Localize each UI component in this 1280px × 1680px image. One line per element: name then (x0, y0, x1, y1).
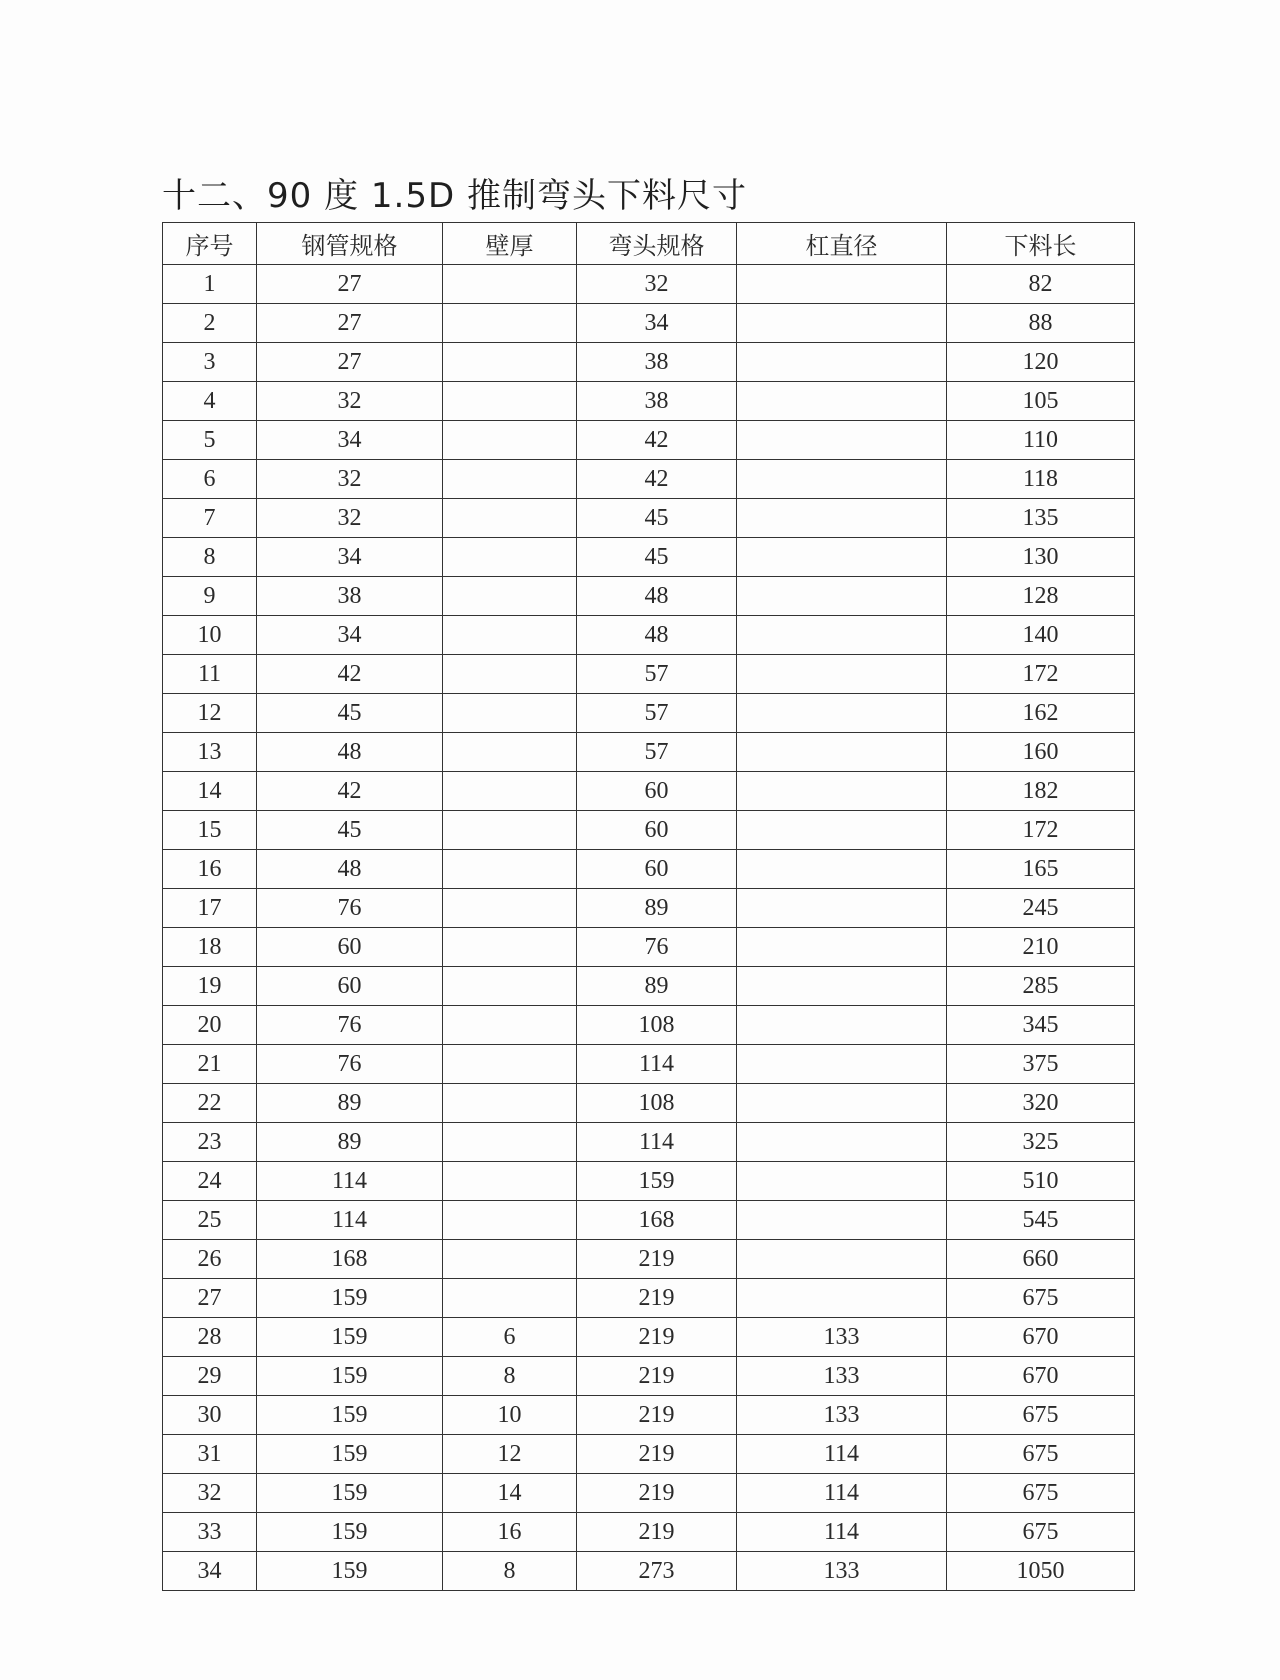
cell-elbow-spec: 114 (577, 1045, 737, 1084)
cell-rod-diameter (737, 265, 947, 304)
cell-cut-length: 285 (947, 967, 1135, 1006)
cell-cut-length: 135 (947, 499, 1135, 538)
table-row (163, 889, 1135, 928)
table-row (163, 1240, 1135, 1279)
cell-pipe-spec: 34 (257, 616, 443, 655)
cell-rod-diameter (737, 694, 947, 733)
cell-index: 31 (163, 1435, 257, 1474)
cell-index: 16 (163, 850, 257, 889)
cell-wall-thickness (443, 889, 577, 928)
cell-pipe-spec: 27 (257, 304, 443, 343)
cell-pipe-spec: 159 (257, 1552, 443, 1591)
cell-index: 21 (163, 1045, 257, 1084)
table-row (163, 265, 1135, 304)
header-elbow-spec: 弯头规格 (577, 223, 737, 265)
cell-cut-length: 670 (947, 1357, 1135, 1396)
table-row (163, 1435, 1135, 1474)
cell-rod-diameter (737, 499, 947, 538)
cell-elbow-spec: 34 (577, 304, 737, 343)
cell-index: 29 (163, 1357, 257, 1396)
cell-wall-thickness (443, 343, 577, 382)
cell-wall-thickness: 8 (443, 1357, 577, 1396)
cell-cut-length: 675 (947, 1279, 1135, 1318)
cell-elbow-spec: 45 (577, 538, 737, 577)
cell-wall-thickness (443, 499, 577, 538)
table-row (163, 1279, 1135, 1318)
cell-wall-thickness (443, 538, 577, 577)
table-row (163, 1357, 1135, 1396)
cell-rod-diameter (737, 772, 947, 811)
cell-cut-length: 375 (947, 1045, 1135, 1084)
cell-rod-diameter: 114 (737, 1474, 947, 1513)
table-row (163, 967, 1135, 1006)
cell-rod-diameter (737, 1045, 947, 1084)
cell-pipe-spec: 159 (257, 1357, 443, 1396)
header-wall-thickness: 壁厚 (443, 223, 577, 265)
cell-elbow-spec: 219 (577, 1318, 737, 1357)
cell-pipe-spec: 159 (257, 1474, 443, 1513)
cell-cut-length: 245 (947, 889, 1135, 928)
cell-cut-length: 545 (947, 1201, 1135, 1240)
cell-index: 8 (163, 538, 257, 577)
cell-wall-thickness (443, 928, 577, 967)
cell-index: 19 (163, 967, 257, 1006)
cell-pipe-spec: 159 (257, 1396, 443, 1435)
page-title: 十二、90 度 1.5D 推制弯头下料尺寸 (162, 176, 747, 216)
cell-rod-diameter (737, 1279, 947, 1318)
cell-elbow-spec: 219 (577, 1396, 737, 1435)
table-row (163, 304, 1135, 343)
cell-cut-length: 130 (947, 538, 1135, 577)
cell-pipe-spec: 32 (257, 460, 443, 499)
cell-index: 18 (163, 928, 257, 967)
table-row (163, 928, 1135, 967)
cell-elbow-spec: 60 (577, 811, 737, 850)
table-row (163, 1318, 1135, 1357)
cell-wall-thickness (443, 850, 577, 889)
cell-cut-length: 675 (947, 1435, 1135, 1474)
table-row (163, 1162, 1135, 1201)
cell-pipe-spec: 45 (257, 811, 443, 850)
cell-pipe-spec: 89 (257, 1084, 443, 1123)
cell-wall-thickness (443, 772, 577, 811)
cell-index: 23 (163, 1123, 257, 1162)
cell-index: 14 (163, 772, 257, 811)
cell-wall-thickness: 14 (443, 1474, 577, 1513)
cell-rod-diameter: 114 (737, 1435, 947, 1474)
table-header-row (163, 223, 1135, 265)
table-row (163, 1513, 1135, 1552)
cell-cut-length: 675 (947, 1396, 1135, 1435)
cell-cut-length: 165 (947, 850, 1135, 889)
cell-elbow-spec: 38 (577, 382, 737, 421)
cell-index: 22 (163, 1084, 257, 1123)
cell-wall-thickness (443, 304, 577, 343)
table-row (163, 811, 1135, 850)
cell-wall-thickness (443, 460, 577, 499)
cell-wall-thickness (443, 1162, 577, 1201)
cell-cut-length: 160 (947, 733, 1135, 772)
cell-elbow-spec: 219 (577, 1279, 737, 1318)
cell-cut-length: 140 (947, 616, 1135, 655)
cell-cut-length: 172 (947, 811, 1135, 850)
cell-index: 28 (163, 1318, 257, 1357)
cell-rod-diameter (737, 1006, 947, 1045)
cell-elbow-spec: 89 (577, 967, 737, 1006)
cutting-size-table (162, 222, 1135, 1591)
table-row (163, 1045, 1135, 1084)
table-row (163, 538, 1135, 577)
table-row (163, 499, 1135, 538)
cell-wall-thickness (443, 694, 577, 733)
cell-index: 6 (163, 460, 257, 499)
cell-wall-thickness (443, 811, 577, 850)
cell-cut-length: 118 (947, 460, 1135, 499)
cell-index: 1 (163, 265, 257, 304)
table-row (163, 772, 1135, 811)
table-row (163, 1396, 1135, 1435)
cell-wall-thickness (443, 655, 577, 694)
cell-pipe-spec: 159 (257, 1435, 443, 1474)
cell-elbow-spec: 48 (577, 577, 737, 616)
cell-elbow-spec: 32 (577, 265, 737, 304)
cell-elbow-spec: 48 (577, 616, 737, 655)
cell-wall-thickness (443, 1240, 577, 1279)
cell-rod-diameter (737, 811, 947, 850)
cell-elbow-spec: 159 (577, 1162, 737, 1201)
cell-rod-diameter (737, 967, 947, 1006)
cell-wall-thickness (443, 421, 577, 460)
cell-elbow-spec: 38 (577, 343, 737, 382)
cell-elbow-spec: 42 (577, 421, 737, 460)
cell-pipe-spec: 76 (257, 1045, 443, 1084)
cell-elbow-spec: 45 (577, 499, 737, 538)
cell-pipe-spec: 114 (257, 1162, 443, 1201)
cell-wall-thickness (443, 1006, 577, 1045)
table-row (163, 694, 1135, 733)
cell-index: 27 (163, 1279, 257, 1318)
cell-rod-diameter (737, 1084, 947, 1123)
table-row (163, 421, 1135, 460)
cell-pipe-spec: 27 (257, 343, 443, 382)
cell-pipe-spec: 42 (257, 655, 443, 694)
cell-index: 7 (163, 499, 257, 538)
cell-cut-length: 345 (947, 1006, 1135, 1045)
table-row (163, 382, 1135, 421)
cell-cut-length: 110 (947, 421, 1135, 460)
cell-index: 32 (163, 1474, 257, 1513)
cell-pipe-spec: 89 (257, 1123, 443, 1162)
cell-cut-length: 325 (947, 1123, 1135, 1162)
cell-wall-thickness (443, 1045, 577, 1084)
cell-rod-diameter (737, 1162, 947, 1201)
cell-cut-length: 675 (947, 1513, 1135, 1552)
cell-wall-thickness (443, 382, 577, 421)
cell-wall-thickness (443, 1123, 577, 1162)
table-row (163, 733, 1135, 772)
cell-rod-diameter (737, 343, 947, 382)
header-rod-diameter: 杠直径 (737, 223, 947, 265)
cell-rod-diameter (737, 538, 947, 577)
cell-cut-length: 210 (947, 928, 1135, 967)
cell-index: 25 (163, 1201, 257, 1240)
cell-cut-length: 88 (947, 304, 1135, 343)
cell-wall-thickness (443, 967, 577, 1006)
cell-elbow-spec: 60 (577, 850, 737, 889)
table-row (163, 460, 1135, 499)
cell-rod-diameter (737, 889, 947, 928)
cell-rod-diameter (737, 1240, 947, 1279)
cell-pipe-spec: 34 (257, 538, 443, 577)
header-cut-length: 下料长 (947, 223, 1135, 265)
cell-wall-thickness: 8 (443, 1552, 577, 1591)
cell-elbow-spec: 76 (577, 928, 737, 967)
cell-rod-diameter (737, 382, 947, 421)
cell-cut-length: 82 (947, 265, 1135, 304)
table-body (163, 265, 1135, 1591)
cell-pipe-spec: 27 (257, 265, 443, 304)
cell-cut-length: 128 (947, 577, 1135, 616)
cell-cut-length: 120 (947, 343, 1135, 382)
cell-index: 12 (163, 694, 257, 733)
cell-pipe-spec: 42 (257, 772, 443, 811)
cell-pipe-spec: 45 (257, 694, 443, 733)
cell-cut-length: 172 (947, 655, 1135, 694)
cell-rod-diameter (737, 421, 947, 460)
cell-elbow-spec: 89 (577, 889, 737, 928)
cell-wall-thickness (443, 577, 577, 616)
cell-cut-length: 510 (947, 1162, 1135, 1201)
table-row (163, 1123, 1135, 1162)
cell-cut-length: 182 (947, 772, 1135, 811)
cell-cut-length: 1050 (947, 1552, 1135, 1591)
cell-index: 15 (163, 811, 257, 850)
cell-pipe-spec: 48 (257, 733, 443, 772)
cell-index: 5 (163, 421, 257, 460)
cell-elbow-spec: 108 (577, 1006, 737, 1045)
cell-elbow-spec: 219 (577, 1474, 737, 1513)
cell-cut-length: 660 (947, 1240, 1135, 1279)
table-row (163, 616, 1135, 655)
cell-wall-thickness: 12 (443, 1435, 577, 1474)
cell-pipe-spec: 168 (257, 1240, 443, 1279)
cell-wall-thickness (443, 1279, 577, 1318)
cell-rod-diameter: 114 (737, 1513, 947, 1552)
cell-rod-diameter (737, 616, 947, 655)
cell-cut-length: 105 (947, 382, 1135, 421)
cell-pipe-spec: 159 (257, 1279, 443, 1318)
table-row (163, 343, 1135, 382)
cell-cut-length: 675 (947, 1474, 1135, 1513)
cell-wall-thickness (443, 1201, 577, 1240)
cell-rod-diameter (737, 850, 947, 889)
cell-pipe-spec: 60 (257, 967, 443, 1006)
cell-rod-diameter (737, 304, 947, 343)
cell-elbow-spec: 42 (577, 460, 737, 499)
cell-wall-thickness: 6 (443, 1318, 577, 1357)
cell-elbow-spec: 273 (577, 1552, 737, 1591)
cell-pipe-spec: 38 (257, 577, 443, 616)
cell-elbow-spec: 60 (577, 772, 737, 811)
header-index: 序号 (163, 223, 257, 265)
table-row (163, 1474, 1135, 1513)
cell-rod-diameter (737, 655, 947, 694)
cell-index: 10 (163, 616, 257, 655)
cell-rod-diameter (737, 1123, 947, 1162)
cell-index: 13 (163, 733, 257, 772)
cell-index: 17 (163, 889, 257, 928)
cell-wall-thickness: 16 (443, 1513, 577, 1552)
cell-index: 4 (163, 382, 257, 421)
cell-rod-diameter (737, 460, 947, 499)
cell-rod-diameter: 133 (737, 1396, 947, 1435)
cell-wall-thickness (443, 733, 577, 772)
cell-wall-thickness (443, 616, 577, 655)
cell-rod-diameter: 133 (737, 1318, 947, 1357)
cell-pipe-spec: 76 (257, 1006, 443, 1045)
cell-rod-diameter (737, 577, 947, 616)
cell-index: 2 (163, 304, 257, 343)
cell-pipe-spec: 76 (257, 889, 443, 928)
cell-rod-diameter: 133 (737, 1552, 947, 1591)
cell-elbow-spec: 168 (577, 1201, 737, 1240)
cell-cut-length: 320 (947, 1084, 1135, 1123)
cell-pipe-spec: 32 (257, 499, 443, 538)
cell-rod-diameter (737, 1201, 947, 1240)
cell-rod-diameter (737, 928, 947, 967)
cell-pipe-spec: 114 (257, 1201, 443, 1240)
cell-pipe-spec: 159 (257, 1318, 443, 1357)
cell-pipe-spec: 60 (257, 928, 443, 967)
cell-wall-thickness: 10 (443, 1396, 577, 1435)
cell-elbow-spec: 57 (577, 655, 737, 694)
cell-index: 34 (163, 1552, 257, 1591)
cell-elbow-spec: 114 (577, 1123, 737, 1162)
cell-pipe-spec: 159 (257, 1513, 443, 1552)
cell-pipe-spec: 32 (257, 382, 443, 421)
header-pipe-spec: 钢管规格 (257, 223, 443, 265)
table-row (163, 1084, 1135, 1123)
table-row (163, 850, 1135, 889)
cell-cut-length: 162 (947, 694, 1135, 733)
cell-index: 30 (163, 1396, 257, 1435)
cell-index: 3 (163, 343, 257, 382)
cell-index: 9 (163, 577, 257, 616)
cell-index: 20 (163, 1006, 257, 1045)
cell-rod-diameter: 133 (737, 1357, 947, 1396)
cell-elbow-spec: 108 (577, 1084, 737, 1123)
cell-cut-length: 670 (947, 1318, 1135, 1357)
cell-pipe-spec: 34 (257, 421, 443, 460)
table-row (163, 577, 1135, 616)
cell-elbow-spec: 219 (577, 1240, 737, 1279)
cell-index: 24 (163, 1162, 257, 1201)
table-row (163, 655, 1135, 694)
cell-elbow-spec: 219 (577, 1357, 737, 1396)
cell-index: 26 (163, 1240, 257, 1279)
table-row (163, 1006, 1135, 1045)
cell-rod-diameter (737, 733, 947, 772)
cell-elbow-spec: 57 (577, 733, 737, 772)
cell-elbow-spec: 57 (577, 694, 737, 733)
cell-wall-thickness (443, 1084, 577, 1123)
cell-pipe-spec: 48 (257, 850, 443, 889)
table-row (163, 1552, 1135, 1591)
cell-elbow-spec: 219 (577, 1435, 737, 1474)
cell-index: 11 (163, 655, 257, 694)
cell-index: 33 (163, 1513, 257, 1552)
cell-wall-thickness (443, 265, 577, 304)
cell-elbow-spec: 219 (577, 1513, 737, 1552)
table-row (163, 1201, 1135, 1240)
